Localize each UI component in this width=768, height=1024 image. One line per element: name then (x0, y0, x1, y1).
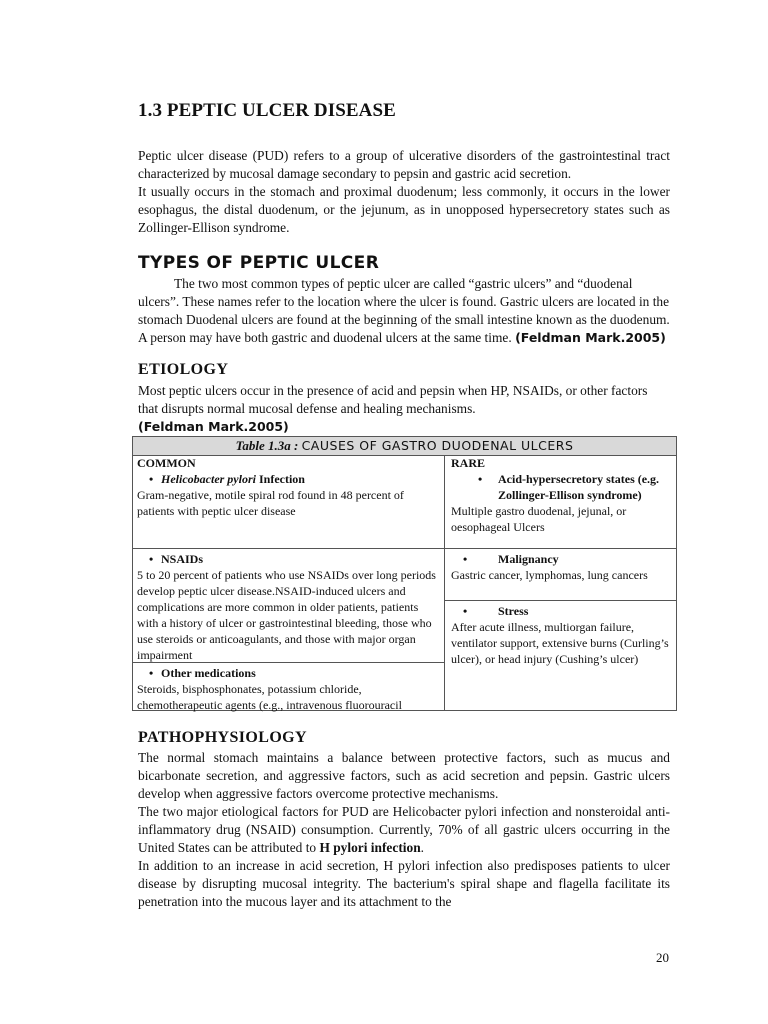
patho-p2-bold: H pylori infection (319, 840, 421, 855)
cell-stress (451, 603, 673, 667)
etiology-section (138, 382, 670, 436)
cell-nsaids (137, 551, 442, 663)
types-text: The two most common types of peptic ulcer are called “gastric ulcers” and “duodenal ulcers”. These names refer to the location where the ulcer is found. Gastric ulcers are located in the stomach Duodenal ulcers are found at the beginning of the small intestine known as the duodenum. A person may have both gastric and duodenal ulcers at the same time. (138, 276, 670, 345)
table-title: CAUSES OF GASTRO DUODENAL ULCERS (301, 438, 574, 453)
nsaid-title: • NSAIDs (137, 551, 442, 567)
types-paragraph (138, 275, 670, 347)
stress-title: • Stress (451, 603, 673, 619)
intro-paragraph-1: Peptic ulcer disease (PUD) refers to a group of ulcerative disorders of the gastrointestinal tract characterized by mucosal damage secondary to pepsin and gastric acid secretion. (138, 148, 670, 181)
types-section (138, 275, 670, 347)
malignancy-text: Gastric cancer, lymphomas, lung cancers (451, 568, 648, 582)
etiology-heading: ETIOLOGY (138, 361, 229, 378)
patho-paragraph-2 (138, 803, 670, 857)
cell-hpylori (137, 455, 442, 519)
nsaid-text: 5 to 20 percent of patients who use NSAIDs over long periods develop peptic ulcer disease.NSAID-induced ulcers and complications are more common in older patients, patients with a history of ulcer or gastrointestinal bleeding, those who use steroids or anticoagulants, and those with major organ impairment (137, 568, 436, 662)
table-column-divider (444, 455, 445, 711)
types-citation: (Feldman Mark.2005) (515, 330, 666, 345)
cell-other-meds (137, 665, 442, 713)
hpylori-text: Gram-negative, motile spiral rod found in 48 percent of patients with peptic ulcer disease (137, 488, 404, 518)
pathophysiology-heading: PATHOPHYSIOLOGY (138, 729, 307, 746)
etiology-citation: (Feldman Mark.2005) (138, 419, 289, 434)
patho-paragraph-3: In addition to an increase in acid secretion, H pylori infection also predisposes patients to ulcer disease by disrupting mucosal integrity. The bacterium's spiral shape and flagella facilitate its penetration into the mucous layer and its attachment to the (138, 858, 670, 909)
table-row-divider (444, 600, 676, 601)
intro-section (138, 147, 670, 237)
cell-malignancy (451, 551, 673, 583)
malignancy-title: • Malignancy (451, 551, 673, 567)
etiology-citation-line (138, 418, 670, 436)
pathophysiology-section (138, 749, 670, 911)
patho-p2-text: The two major etiological factors for PUD are Helicobacter pylori infection and nonsteroidal anti-inflammatory drug (NSAID) consumption. Currently, 70% of all gastric ulcers occurring in the United States can be attributed to (138, 804, 670, 855)
etiology-paragraph: Most peptic ulcers occur in the presence of acid and pepsin when HP, NSAIDs, or other factors that disrupts normal mucosal defense and healing mechanisms. (138, 383, 648, 416)
section-heading: 1.3 PEPTIC ULCER DISEASE (138, 100, 396, 121)
causes-table (132, 436, 677, 711)
rare-header: RARE (451, 456, 486, 470)
acid-title: • Acid-hypersecretory states (e.g. Zollinger-Ellison syndrome) (451, 471, 673, 503)
page-number: 20 (656, 950, 669, 965)
types-heading: TYPES OF PEPTIC ULCER (138, 253, 380, 273)
common-header: COMMON (137, 456, 196, 470)
patho-p2-end: . (420, 840, 424, 855)
stress-text: After acute illness, multiorgan failure, ventilator support, extensive burns (Curling’s ulcer), or head injury (Cushing’s ulcer) (451, 620, 669, 666)
hpylori-title (137, 471, 442, 487)
acid-text: Multiple gastro duodenal, jejunal, or oesophageal Ulcers (451, 504, 627, 534)
intro-paragraph-2: It usually occurs in the stomach and proximal duodenum; less commonly, it occurs in the lower esophagus, the distal duodenum, or the jejunum, as in unopposed hypersecretory states such as Zollinger-Ellison syndrome. (138, 184, 670, 235)
hpylori-title-rest: Infection (255, 472, 305, 486)
table-title-row (133, 437, 676, 456)
patho-paragraph-1: The normal stomach maintains a balance between protective factors, such as mucus and bicarbonate secretion, and aggressive factors, such as acid secretion and pepsin. Gastric ulcers develop when aggressive factors overcome protective mechanisms. (138, 750, 670, 801)
table-row-divider (133, 548, 676, 549)
other-meds-title: • Other medications (137, 665, 442, 681)
other-meds-text: Steroids, bisphosphonates, potassium chloride, chemotherapeutic agents (e.g., intravenous fluorouracil (137, 682, 402, 712)
hpylori-title-italic: Helicobacter pylori (161, 472, 256, 486)
table-label: Table 1.3a : (235, 438, 299, 453)
cell-acid (451, 455, 673, 535)
